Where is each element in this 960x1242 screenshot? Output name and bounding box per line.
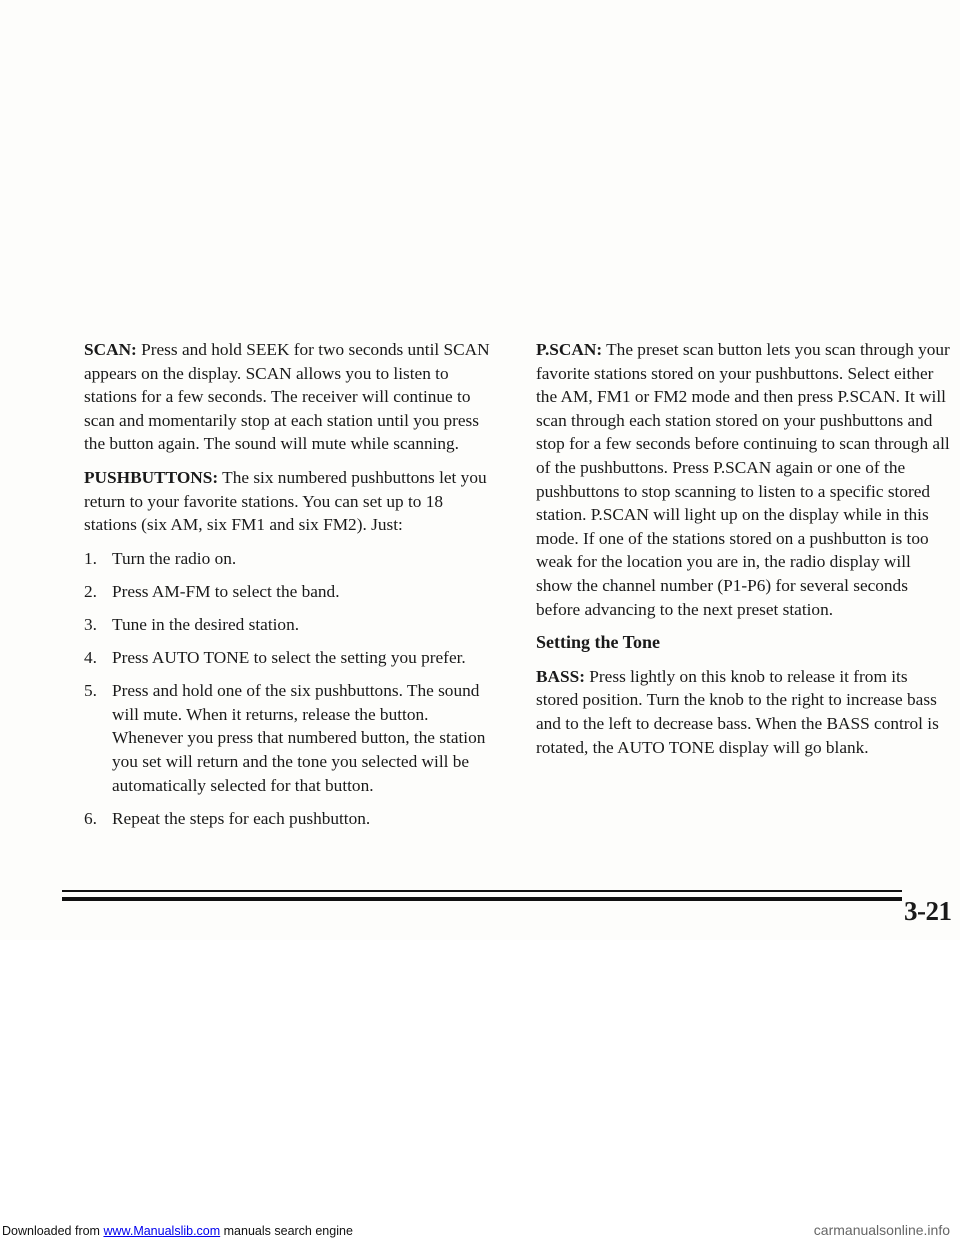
step-text: Turn the radio on.	[112, 548, 237, 568]
list-item	[84, 547, 494, 571]
step-text: Repeat the steps for each pushbutton.	[112, 808, 371, 828]
section-heading: Setting the Tone	[536, 632, 661, 653]
list-item	[84, 807, 494, 831]
page-number: 3-21	[904, 896, 952, 926]
step-text: Press and hold one of the six pushbuttons. The sound will mute. When it returns, release the button. Whenever you press that numbered button, the station you set will return and the tone you selected will be automatically selected for that button.	[112, 681, 486, 795]
bass-paragraph	[536, 665, 950, 759]
manualslib-link[interactable]: www.Manualslib.com	[103, 1224, 221, 1238]
step-text: Press AUTO TONE to select the setting you prefer.	[112, 648, 466, 668]
step-number: 1.	[84, 548, 97, 568]
step-number: 4.	[84, 648, 97, 668]
pscan-term: P.SCAN:	[536, 340, 603, 359]
pushbuttons-paragraph	[84, 466, 494, 537]
right-column	[536, 338, 950, 769]
step-text: Tune in the desired station.	[112, 614, 300, 634]
step-number: 6.	[84, 808, 97, 828]
step-number: 3.	[84, 614, 97, 634]
pushbuttons-text: The six numbered pushbuttons let you return to your favorite stations. You can set up to 18 stations (six AM, six FM1 and six FM2). Just:	[84, 467, 487, 535]
step-text: Press AM-FM to select the band.	[112, 581, 340, 601]
footer-rule-thin	[62, 890, 902, 892]
footer-prefix: Downloaded from	[2, 1224, 104, 1238]
left-column	[84, 338, 494, 840]
scan-text: Press and hold SEEK for two seconds until SCAN appears on the display. SCAN allows you to listen to stations for a few seconds. The receiver will continue to scan and momentarily stop at each station until you press the button again. The sound will mute while scanning.	[84, 340, 490, 454]
pushbuttons-term: PUSHBUTTONS:	[84, 467, 219, 487]
list-item	[84, 613, 494, 637]
scan-paragraph	[84, 338, 494, 456]
list-item	[84, 580, 494, 604]
watermark: carmanualsonline.info	[813, 1222, 950, 1238]
footer-suffix: manuals search engine	[220, 1224, 353, 1238]
steps-list	[84, 547, 494, 830]
scan-term: SCAN:	[84, 340, 137, 359]
download-footer	[2, 1224, 353, 1238]
pscan-text: The preset scan button lets you scan through your favorite stations stored on your pushbuttons. Select either the AM, FM1 or FM2 mode and then press P.SCAN. It will scan through each station stored on your pushbuttons and stop for a few seconds before continuing to scan through all of the pushbuttons. Press P.SCAN again or one of the pushbuttons to stop scanning to listen to a specific stored station. P.SCAN will light up on the display while in this mode. If one of the stations stored on a pushbutton is too weak for the location you are in, the radio display will show the channel number (P1-P6) for several seconds before advancing to the next preset station.	[536, 340, 950, 619]
list-item	[84, 646, 494, 670]
list-item	[84, 679, 494, 797]
pscan-paragraph	[536, 338, 950, 621]
bass-term: BASS:	[536, 666, 585, 686]
footer-rule-thick	[62, 897, 902, 901]
step-number: 2.	[84, 581, 97, 601]
bass-text: Press lightly on this knob to release it from its stored position. Turn the knob to the right to increase bass and to the left to decrease bass. When the BASS control is rotated, the AUTO TONE display will go blank.	[536, 666, 939, 757]
step-number: 5.	[84, 681, 97, 701]
